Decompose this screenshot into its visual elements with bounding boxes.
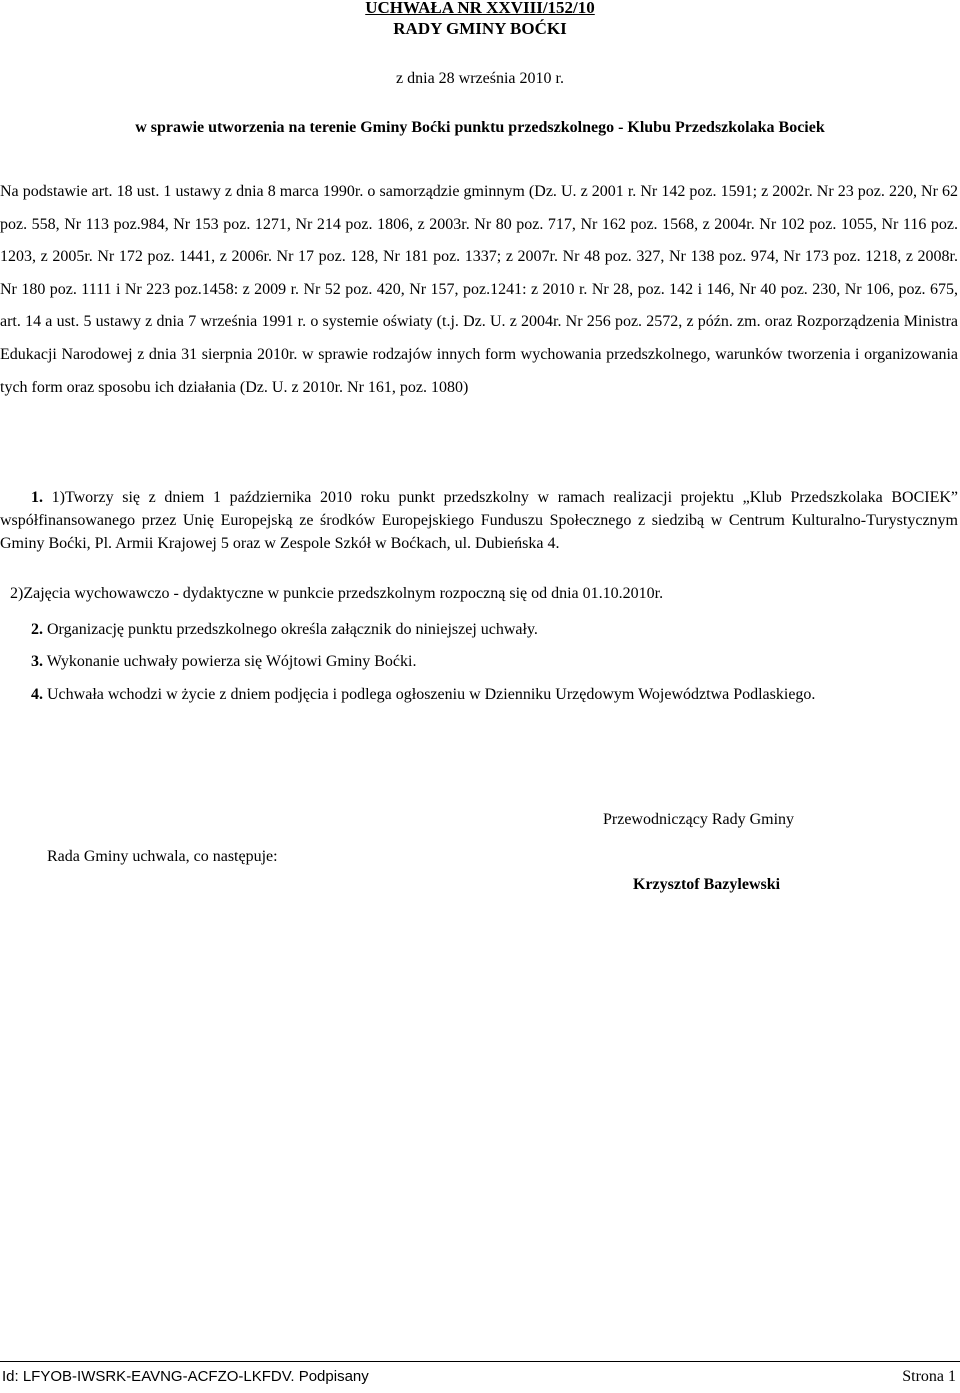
resolution-date: z dnia 28 września 2010 r. <box>396 70 564 87</box>
paragraph-1 <box>0 486 958 555</box>
paragraph-number: 4. <box>31 686 43 703</box>
paragraph-4 <box>0 683 958 706</box>
paragraph-text: 2)Zajęcia wychowawczo - dydaktyczne w punkcie przedszkolnym rozpoczną się od dnia 01.10.2010r. <box>10 585 664 602</box>
paragraph-number: 2. <box>31 621 43 638</box>
resolution-subject: w sprawie utworzenia na terenie Gminy Boćki punktu przedszkolnego - Klubu Przedszkolaka Bociek <box>135 119 825 136</box>
paragraph-1-point-2 <box>10 582 958 605</box>
paragraph-number: 3. <box>31 653 43 670</box>
footer-divider <box>0 1361 960 1362</box>
legal-basis: Na podstawie art. 18 ust. 1 ustawy z dnia 8 marca 1990r. o samorządzie gminnym (Dz. U. z 2001 r. Nr 142 poz. 1591; z 2002r. Nr 23 poz. 220, Nr 62 poz. 558, Nr 113 poz.984, Nr 153 poz. 1271, Nr 214 poz. 1806, z 2003r. Nr 80 poz. 717, Nr 162 poz. 1568, z 2004r. Nr 102 poz. 1055, Nr 116 poz. 1203, z 2005r. Nr 172 poz. 1441, z 2006r. Nr 17 poz. 128, Nr 181 poz. 1337; z 2007r. Nr 48 poz. 327, Nr 138 poz. 974, Nr 173 poz. 1218, z 2008r. Nr 180 poz. 1111 i Nr 223 poz.1458: z 2009 r. Nr 52 poz. 420, Nr 157, poz.1241: z 2010 r. Nr 28, poz. 142 i 146, Nr 40 poz. 230, Nr 106, poz. 675, art. 14 a ust. 5 ustawy z dnia 7 września 1991 r. o systemie oświaty (t.j. Dz. U. z 2004r. Nr 256 poz. 2572, z późn. zm. oraz Rozporządzenia Ministra Edukacji Narodowej z dnia 31 sierpnia 2010r. w sprawie rodzajów innych form wychowania przedszkolnego, warunków tworzenia i organizowania tych form oraz sposobu ich działania (Dz. U. z 2010r. Nr 161, poz. 1080) <box>0 183 958 396</box>
paragraph-3 <box>0 650 958 673</box>
resolve-text: Rada Gminy uchwala, co następuje: <box>47 848 278 865</box>
council-name: RADY GMINY BOĆKI <box>393 19 567 38</box>
resolution-title: UCHWAŁA NR XXVIII/152/10 <box>365 0 595 17</box>
paragraph-text: 1)Tworzy się z dniem 1 października 2010 roku punkt przedszkolny w ramach realizacji projektu „Klub Przedszkolaka BOCIEK” współfinansowanego przez Unię Europejską ze środków Europejskiego Funduszu Społecznego z siedzibą w Centrum Kulturalno-Turystycznym Gminy Boćki, Pl. Armii Krajowej 5 oraz w Zespole Szkół w Boćkach, ul. Dubieńska 4. <box>0 489 958 552</box>
paragraph-text: Wykonanie uchwały powierza się Wójtowi Gminy Boćki. <box>43 653 417 670</box>
signature-name: Krzysztof Bazylewski <box>633 876 781 893</box>
page-number: Strona 1 <box>902 1368 956 1385</box>
signature-role: Przewodniczący Rady Gminy <box>603 811 795 828</box>
paragraph-text: Organizację punktu przedszkolnego określa załącznik do niniejszej uchwały. <box>43 621 538 638</box>
paragraph-number: 1. <box>31 489 43 506</box>
document-id: Id: LFYOB-IWSRK-EAVNG-ACFZO-LKFDV. Podpisany <box>2 1368 369 1385</box>
paragraph-2 <box>0 618 958 641</box>
paragraph-text: Uchwała wchodzi w życie z dniem podjęcia i podlega ogłoszeniu w Dzienniku Urzędowym Województwa Podlaskiego. <box>43 686 816 703</box>
